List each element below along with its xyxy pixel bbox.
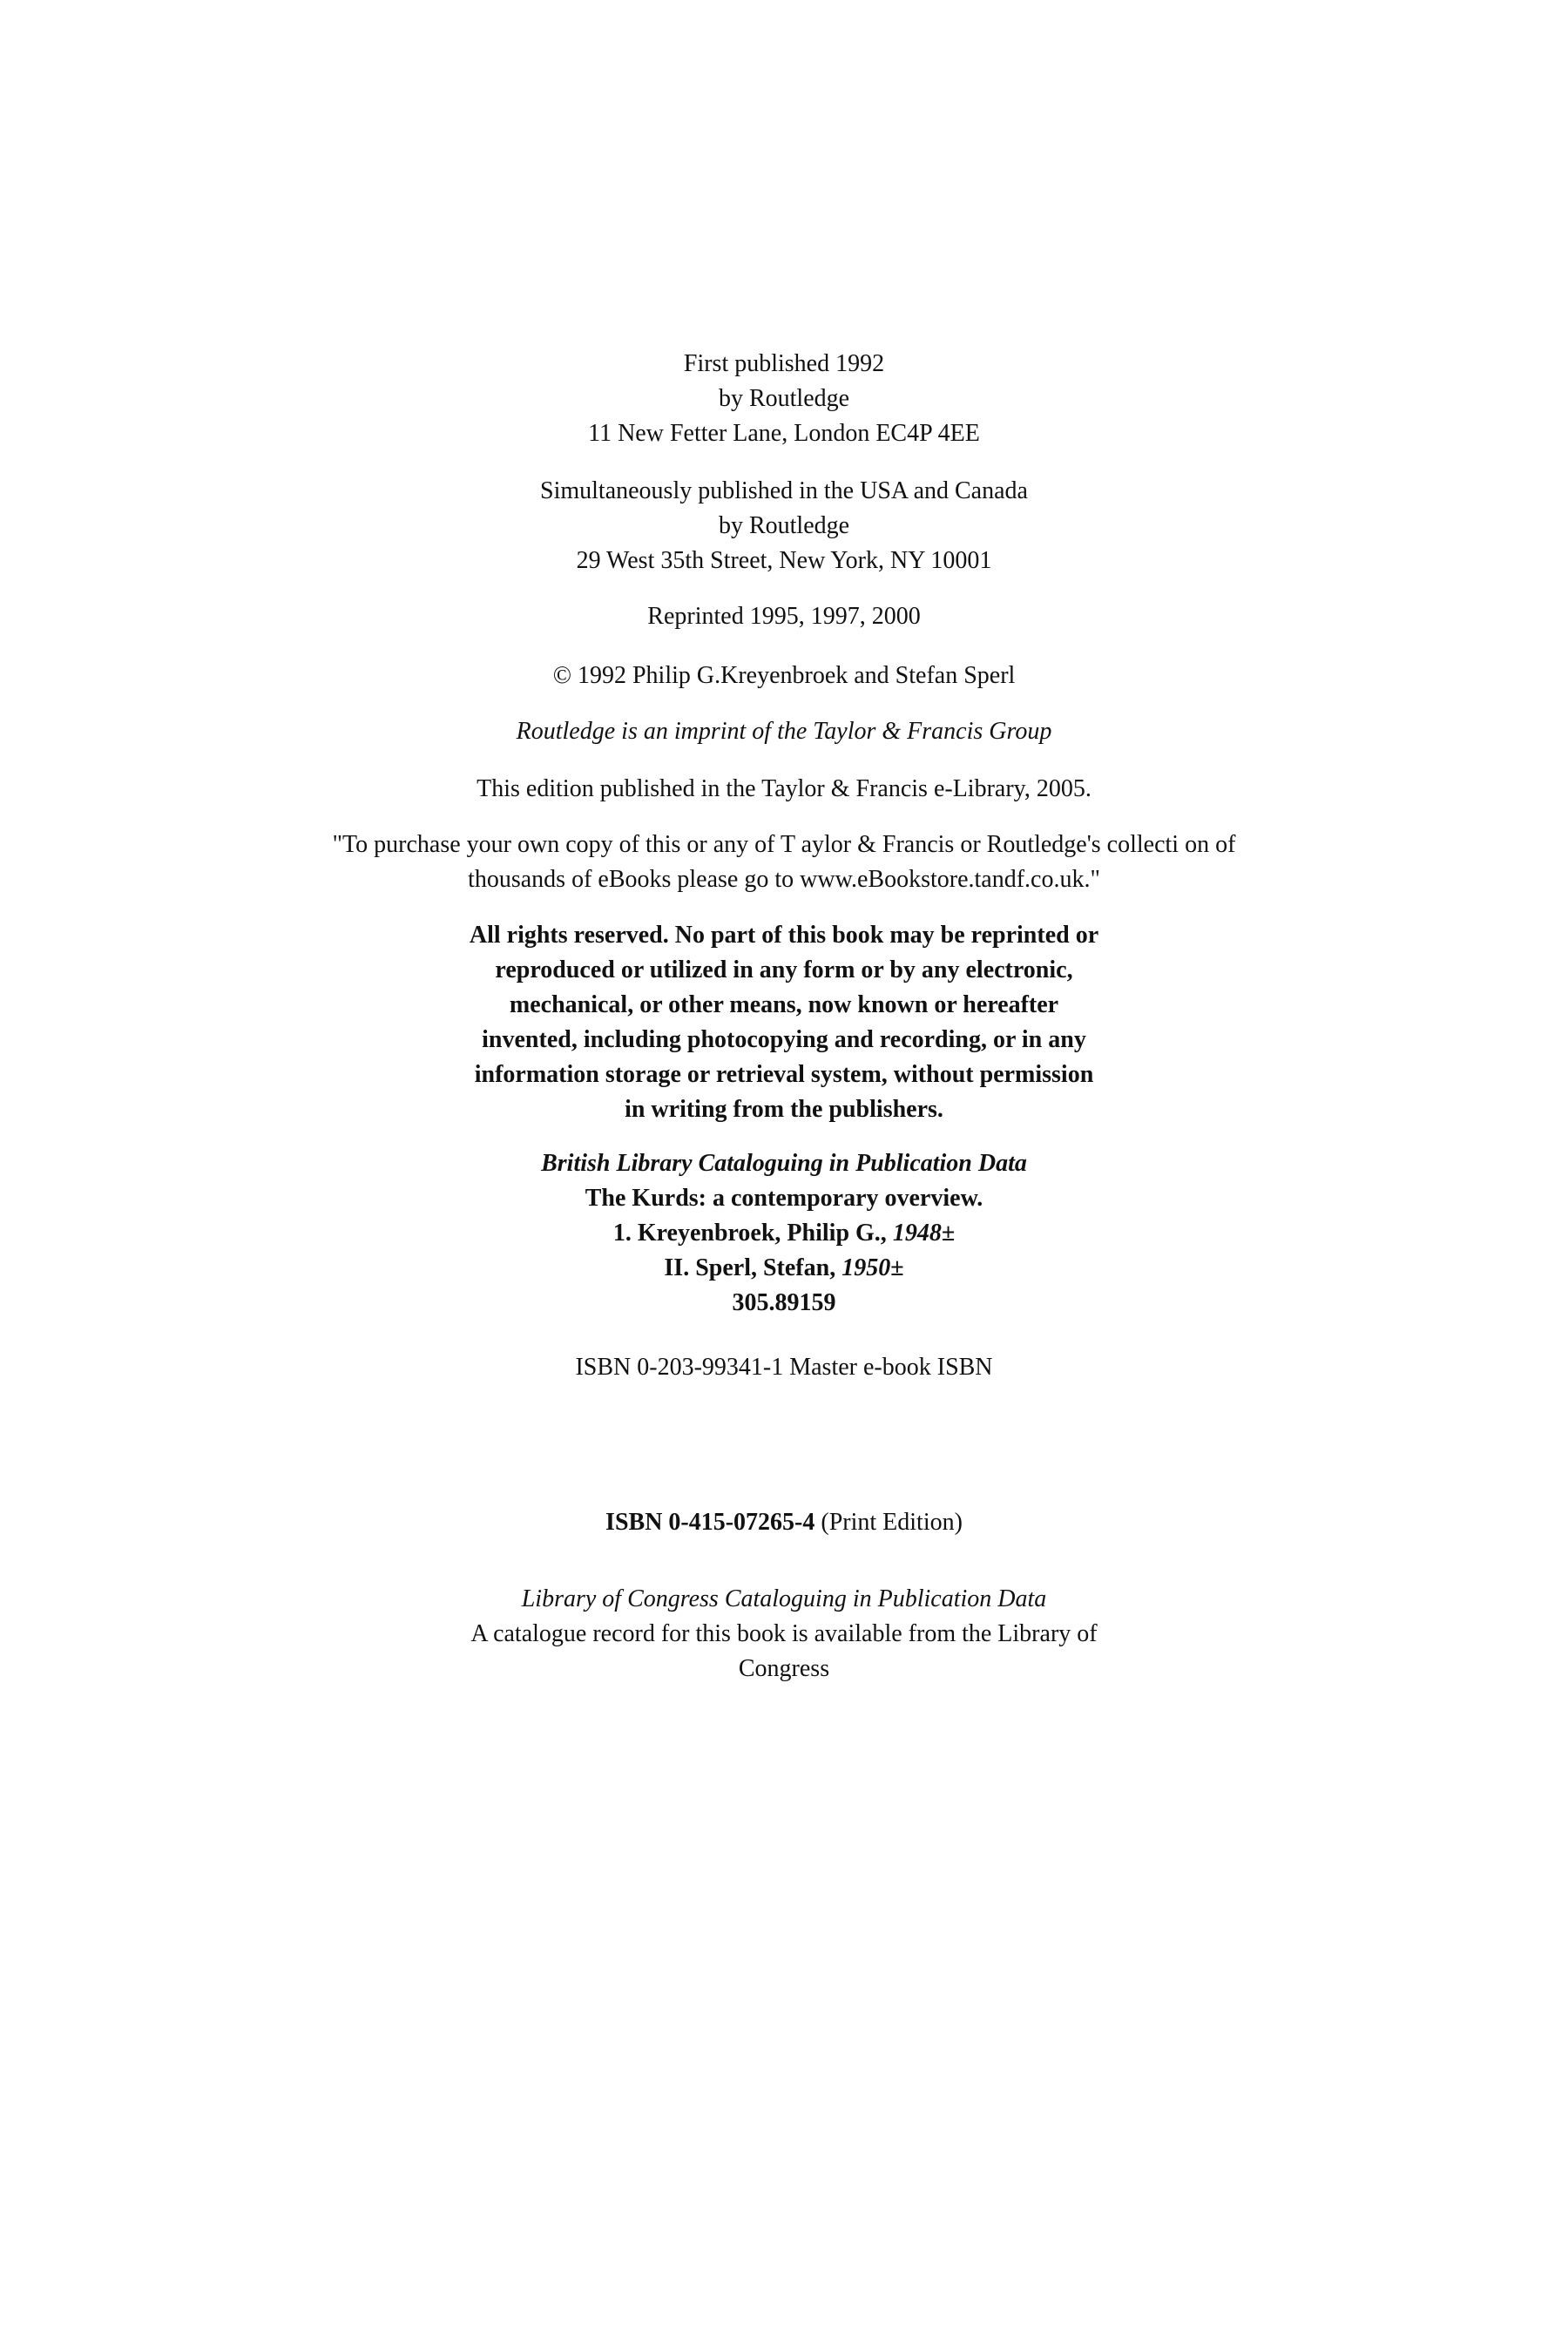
simultaneous-line: Simultaneously published in the USA and Canada [540, 477, 1028, 504]
copyright-text: © 1992 Philip G.Kreyenbroek and Stefan Sperl [552, 662, 1016, 689]
loc-catalogue-line-2: Congress [738, 1655, 830, 1682]
edition-line [0, 772, 1568, 807]
purchase-line-2: thousands of eBooks please go to www.eBookstore.tandf.co.uk." [468, 866, 1100, 893]
author-1-name: 1. Kreyenbroek, Philip G., [612, 1220, 893, 1247]
imprint-text: Routledge is an imprint of the Taylor & Francis Group [516, 718, 1052, 745]
rights-line: invented, including photocopying and recording, or in any [482, 1026, 1086, 1053]
publisher-line: by Routledge [718, 385, 850, 412]
us-publisher-line: by Routledge [718, 512, 850, 539]
isbn-print-text [0, 1505, 1568, 1540]
isbn-master-text: ISBN 0-203-99341-1 Master e-book ISBN [575, 1354, 993, 1381]
loc-catalogue-line-1: A catalogue record for this book is available from the Library of [470, 1620, 1098, 1647]
british-library-catalogue [0, 1146, 1568, 1321]
isbn-master-line [0, 1350, 1568, 1385]
bl-catalogue-author-1 [0, 1216, 1568, 1251]
simultaneous-publication [0, 474, 1568, 578]
purchase-line-1: "To purchase your own copy of this or any of T aylor & Francis or Routledge's collecti on of [332, 831, 1236, 858]
bl-catalogue-title: The Kurds: a contemporary overview. [585, 1185, 983, 1212]
rights-line: information storage or retrieval system, without permission [474, 1061, 1094, 1088]
isbn-print-label: (Print Edition) [814, 1509, 963, 1536]
publication-info [0, 347, 1568, 451]
rights-line: reproduced or utilized in any form or by any electronic, [495, 956, 1073, 983]
uk-address-line: 11 New Fetter Lane, London EC4P 4EE [588, 420, 980, 447]
rights-line: All rights reserved. No part of this book may be reprinted or [469, 922, 1099, 949]
bl-catalogue-heading: British Library Cataloguing in Publication Data [541, 1150, 1027, 1177]
bl-catalogue-author-2 [0, 1251, 1568, 1286]
author-2-name: II. Sperl, Stefan, [664, 1254, 842, 1281]
first-published-line: First published 1992 [683, 350, 885, 377]
imprint-line [0, 714, 1568, 749]
loc-catalogue-heading: Library of Congress Cataloguing in Publication Data [521, 1585, 1047, 1612]
rights-statement [0, 918, 1568, 1127]
rights-line: mechanical, or other means, now known or hereafter [509, 991, 1059, 1018]
bl-catalogue-classification: 305.89159 [732, 1289, 836, 1316]
reprinted-text: Reprinted 1995, 1997, 2000 [647, 603, 921, 630]
isbn-print-number: ISBN 0-415-07265-4 [605, 1509, 815, 1536]
us-address-line: 29 West 35th Street, New York, NY 10001 [576, 547, 992, 574]
author-1-year: 1948± [892, 1220, 956, 1247]
rights-line: in writing from the publishers. [625, 1096, 943, 1123]
purchase-note [0, 828, 1568, 897]
copyright-line [0, 659, 1568, 693]
author-2-year: 1950± [841, 1254, 904, 1281]
loc-catalogue [0, 1582, 1568, 1686]
isbn-print-line [0, 1505, 1568, 1540]
reprinted-line [0, 599, 1568, 634]
edition-text: This edition published in the Taylor & Francis e-Library, 2005. [476, 775, 1092, 802]
